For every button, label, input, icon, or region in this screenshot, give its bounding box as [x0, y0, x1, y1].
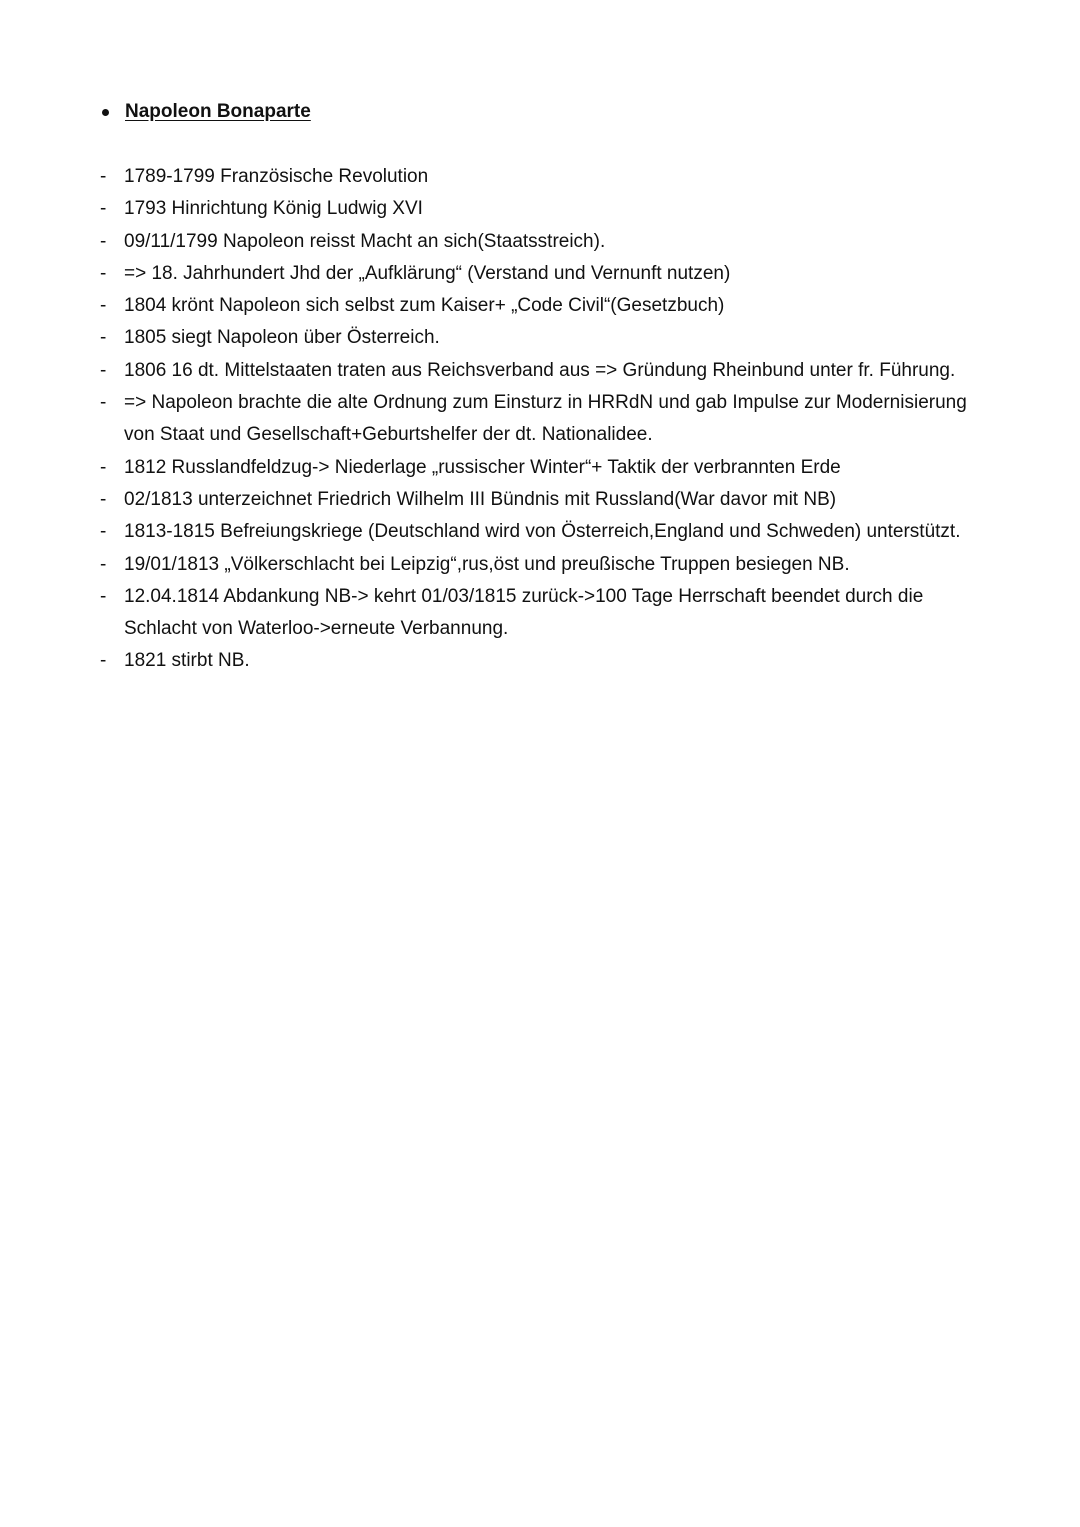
bullet-dot-icon	[102, 109, 109, 116]
list-item	[100, 226, 980, 258]
list-item-text: 1793 Hinrichtung König Ludwig XVI	[124, 198, 423, 220]
list-item	[100, 290, 980, 322]
list-item-text: 1821 stirbt NB.	[124, 650, 250, 672]
dash-bullet: -	[100, 198, 107, 220]
list-item-text: 1813-1815 Befreiungskriege (Deutschland wird von Österreich,England und Schweden) unterstützt.	[124, 521, 961, 543]
list-item	[100, 452, 980, 484]
dash-bullet: -	[100, 392, 107, 414]
dash-bullet: -	[100, 553, 107, 575]
dash-bullet: -	[100, 456, 107, 478]
dash-bullet: -	[100, 327, 107, 349]
dash-bullet: -	[100, 521, 107, 543]
list-item	[100, 516, 980, 548]
heading-title: Napoleon Bonaparte	[125, 101, 311, 122]
list-item	[100, 645, 980, 677]
list-item	[100, 581, 980, 646]
list-item	[100, 387, 980, 452]
list-item	[100, 193, 980, 225]
dash-bullet: -	[100, 488, 107, 510]
list-item-text: 1789-1799 Französische Revolution	[124, 166, 429, 187]
list-item-text: 12.04.1814 Abdankung NB-> kehrt 01/03/1815 zurück->100 Tage Herrschaft beendet durch die Schlacht von Waterloo->erneute Verbannung.	[124, 585, 924, 640]
dash-bullet: -	[100, 166, 107, 187]
dash-bullet: -	[100, 262, 107, 284]
list-item	[100, 258, 980, 290]
list-item-text: => Napoleon brachte die alte Ordnung zum Einsturz in HRRdN und gab Impulse zur Modernisierung von Staat und Gesellschaft+Geburtshelfer der dt. Nationalidee.	[124, 392, 967, 446]
list-item-text: => 18. Jahrhundert Jhd der „Aufklärung“ (Verstand und Vernunft nutzen)	[124, 262, 731, 284]
section-heading	[100, 99, 311, 125]
list-item	[100, 549, 980, 581]
timeline-list	[100, 161, 980, 678]
dash-bullet: -	[100, 295, 107, 317]
list-item-text: 1805 siegt Napoleon über Österreich.	[124, 327, 440, 349]
dash-bullet: -	[100, 230, 107, 252]
dash-bullet: -	[100, 585, 107, 607]
list-item-text: 1804 krönt Napoleon sich selbst zum Kaiser+ „Code Civil“(Gesetzbuch)	[124, 295, 725, 317]
list-item	[100, 484, 980, 516]
list-item	[100, 161, 980, 193]
list-item-text: 19/01/1813 „Völkerschlacht bei Leipzig“,rus,öst und preußische Truppen besiegen NB.	[124, 553, 850, 575]
list-item-text: 02/1813 unterzeichnet Friedrich Wilhelm III Bündnis mit Russland(War davor mit NB)	[124, 488, 837, 510]
dash-bullet: -	[100, 359, 107, 381]
list-item	[100, 355, 980, 387]
dash-bullet: -	[100, 650, 107, 672]
list-item-text: 1812 Russlandfeldzug-> Niederlage „russischer Winter“+ Taktik der verbrannten Erde	[124, 456, 841, 478]
list-item-text: 1806 16 dt. Mittelstaaten traten aus Reichsverband aus => Gründung Rheinbund unter fr. Führung.	[124, 359, 956, 381]
list-item	[100, 322, 980, 354]
list-item-text: 09/11/1799 Napoleon reisst Macht an sich(Staatsstreich).	[124, 230, 606, 252]
